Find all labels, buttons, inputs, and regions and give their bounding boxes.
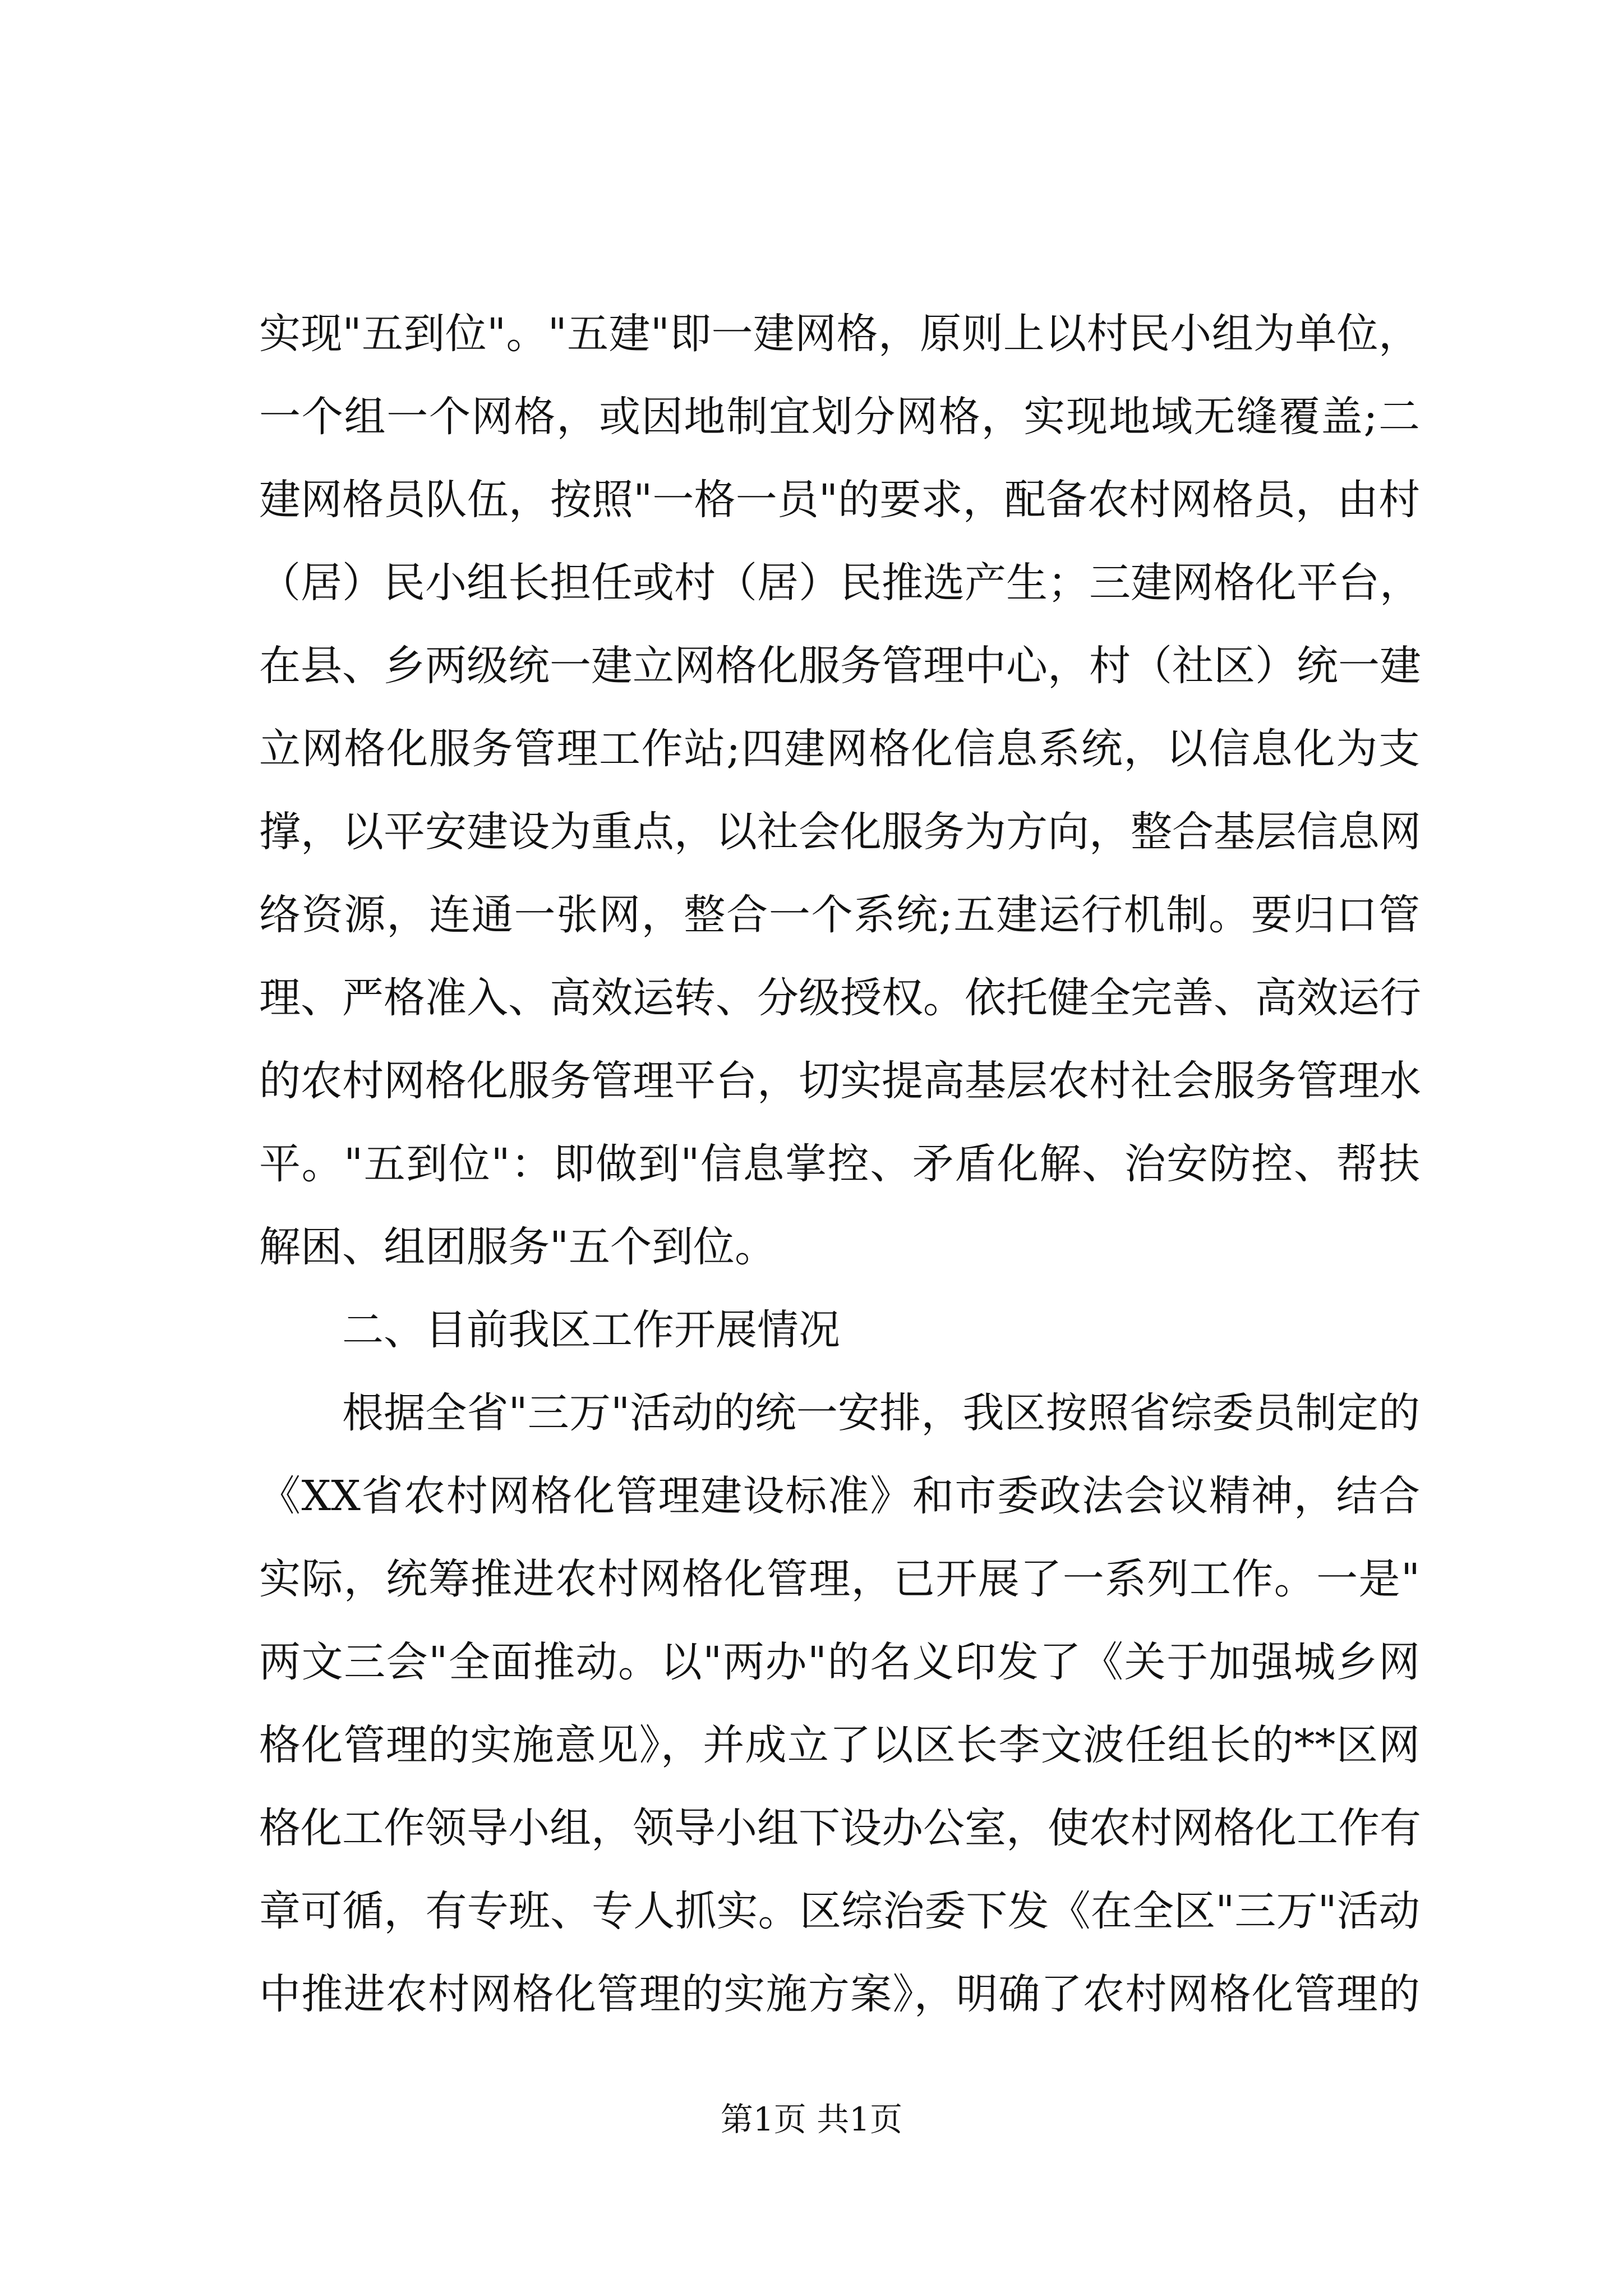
body-text-line: 络资源，连通一张网，整合一个系统;五建运行机制。要归口管: [259, 891, 1420, 939]
body-text-line: 的农村网格化服务管理平台，切实提高基层农村社会服务管理水: [259, 1057, 1421, 1105]
body-text-line: 理、严格准入、高效运转、分级授权。依托健全完善、高效运行: [259, 974, 1421, 1022]
body-text-line: 建网格员队伍，按照"一格一员"的要求，配备农村网格员，由村: [259, 476, 1420, 524]
body-text-line: 根据全省"三万"活动的统一安排，我区按照省综委员制定的: [342, 1389, 1420, 1437]
page-footer: 第1页 共1页: [720, 2100, 903, 2138]
section-heading: 二、目前我区工作开展情况: [342, 1306, 840, 1354]
body-text-line: 《XX省农村网格化管理建设标准》和市委政法会议精神，结合: [259, 1472, 1420, 1520]
body-text-line: 解困、组团服务"五个到位。: [259, 1223, 777, 1271]
body-text-line: 一个组一个网格，或因地制宜划分网格，实现地域无缝覆盖;二: [259, 393, 1420, 441]
body-text-line: 在县、乡两级统一建立网格化服务管理中心，村（社区）统一建: [259, 642, 1421, 690]
body-text-line: 立网格化服务管理工作站;四建网格化信息系统，以信息化为支: [259, 725, 1420, 773]
body-text-line: 平。"五到位"：即做到"信息掌控、矛盾化解、治安防控、帮扶: [259, 1140, 1420, 1188]
body-text-line: 两文三会"全面推动。以"两办"的名义印发了《关于加强城乡网: [259, 1638, 1420, 1686]
body-text-line: 章可循，有专班、专人抓实。区综治委下发《在全区"三万"活动: [259, 1887, 1420, 1935]
body-text-line: 实际，统筹推进农村网格化管理，已开展了一系列工作。一是": [259, 1555, 1420, 1603]
body-text-line: 格化工作领导小组，领导小组下设办公室，使农村网格化工作有: [259, 1804, 1421, 1852]
body-text-line: 实现"五到位"。"五建"即一建网格，原则上以村民小组为单位，: [259, 310, 1420, 358]
body-text-line: （居）民小组长担任或村（居）民推选产生；三建网格化平台，: [259, 559, 1421, 607]
body-text-line: 格化管理的实施意见》，并成立了以区长李文波任组长的**区网: [259, 1721, 1420, 1769]
body-text-line: 中推进农村网格化管理的实施方案》，明确了农村网格化管理的: [259, 1970, 1420, 2018]
body-text-line: 撑，以平安建设为重点，以社会化服务为方向，整合基层信息网: [259, 808, 1421, 856]
